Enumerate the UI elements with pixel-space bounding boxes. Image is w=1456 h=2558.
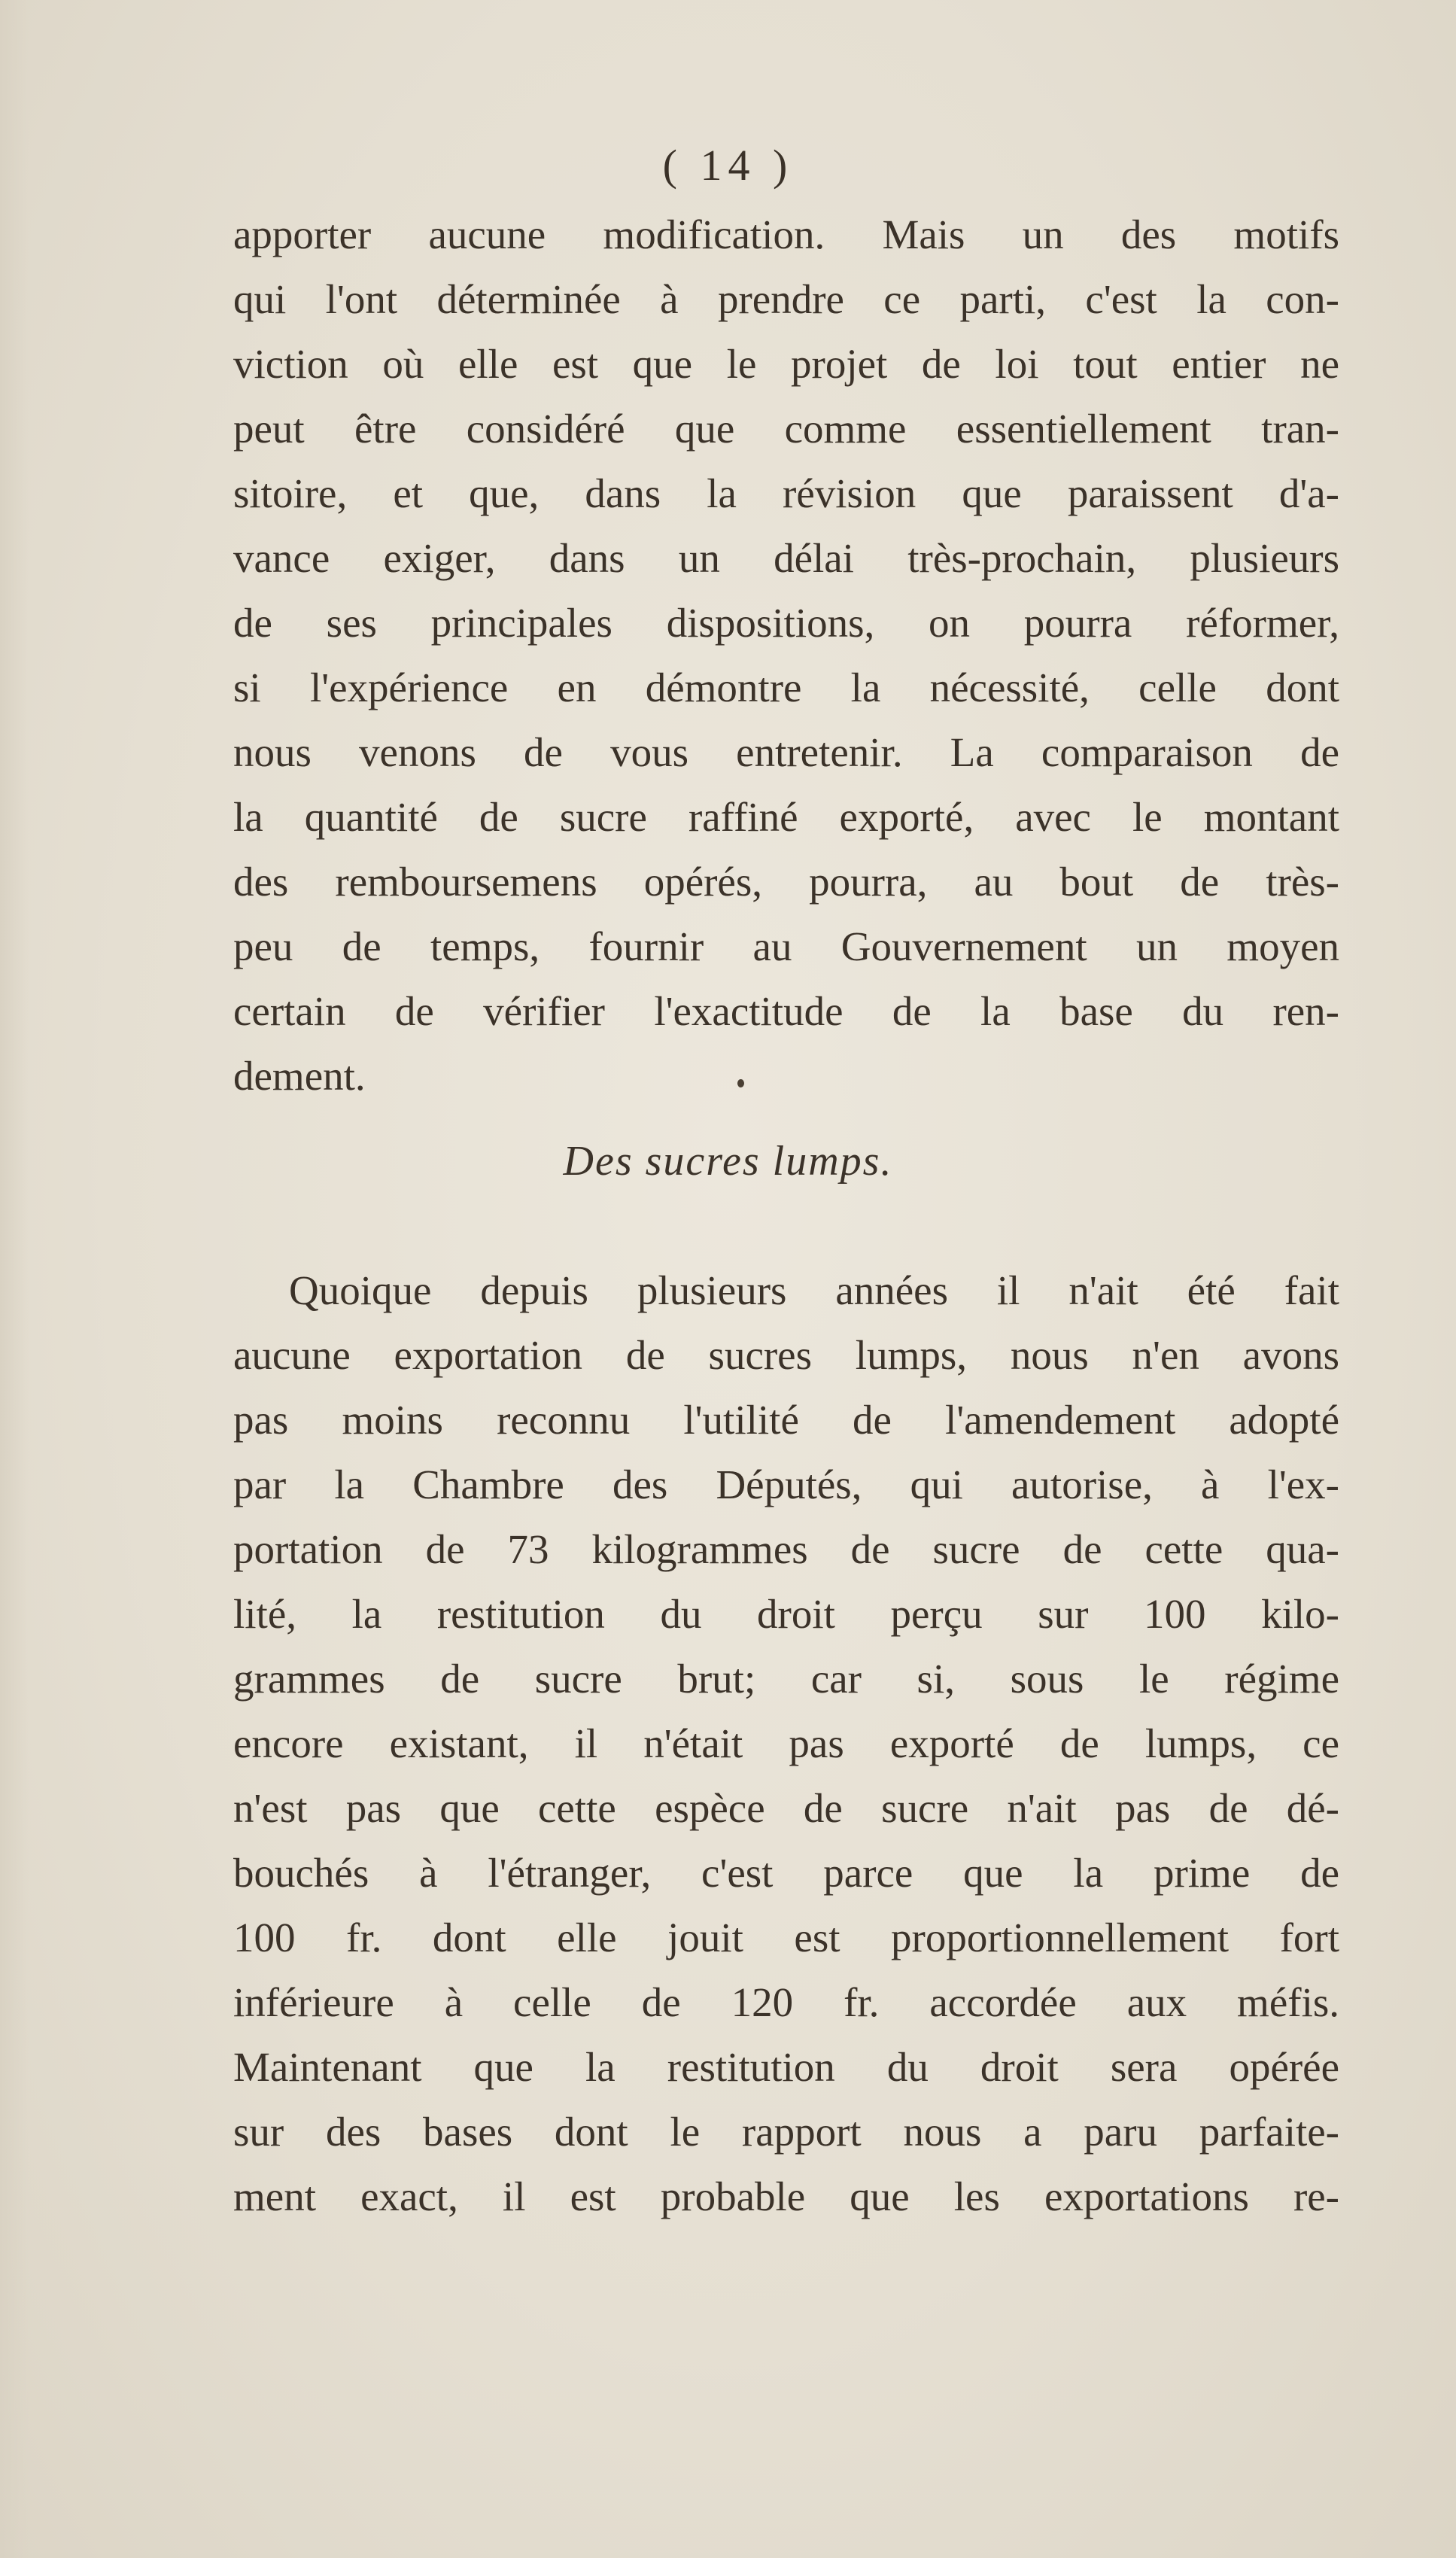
paragraph-one xyxy=(233,202,1339,1109)
text-line: vance exiger, dans un délai très-prochain, plusieurs xyxy=(233,535,1339,581)
text-line: peut être considéré que comme essentiellement tran- xyxy=(233,406,1339,452)
text-line: lité, la restitution du droit perçu sur 100 kilo- xyxy=(233,1591,1339,1637)
text-line: de ses principales dispositions, on pourra réformer, xyxy=(233,600,1339,646)
text-line: viction où elle est que le projet de loi tout entier ne xyxy=(233,341,1339,387)
text-line: n'est pas que cette espèce de sucre n'ait pas de dé- xyxy=(233,1785,1339,1831)
text-line: apporter aucune modification. Mais un des motifs xyxy=(233,211,1339,257)
text-line: si l'expérience en démontre la nécessité, celle dont xyxy=(233,665,1339,710)
page-edge-shadow xyxy=(0,0,29,2558)
text-line: peu de temps, fournir au Gouvernement un moyen xyxy=(233,923,1339,969)
text-line: des remboursemens opérés, pourra, au bout de très- xyxy=(233,859,1339,905)
text-line: sitoire, et que, dans la révision que paraissent d'a- xyxy=(233,470,1339,516)
text-line: dement. xyxy=(233,1053,366,1099)
text-line: nous venons de vous entretenir. La comparaison de xyxy=(233,729,1339,775)
text-line: ment exact, il est probable que les exportations re- xyxy=(233,2173,1339,2219)
text-line: bouchés à l'étranger, c'est parce que la prime de xyxy=(233,1850,1339,1896)
text-line: qui l'ont déterminée à prendre ce parti, c'est la con- xyxy=(233,276,1339,322)
paragraph-two xyxy=(233,1258,1339,2229)
text-line: encore existant, il n'était pas exporté de lumps, ce xyxy=(233,1720,1339,1766)
separator-dot xyxy=(737,1079,744,1087)
section-heading: Des sucres lumps. xyxy=(563,1138,893,1185)
text-line: pas moins reconnu l'utilité de l'amendement adopté xyxy=(233,1397,1339,1443)
text-line: inférieure à celle de 120 fr. accordée aux méfis. xyxy=(233,1979,1339,2025)
text-line: aucune exportation de sucres lumps, nous n'en avons xyxy=(233,1332,1339,1378)
text-line: portation de 73 kilogrammes de sucre de cette qua- xyxy=(233,1526,1339,1572)
text-line: 100 fr. dont elle jouit est proportionnellement fort xyxy=(233,1915,1339,1960)
page-number: ( 14 ) xyxy=(662,141,794,190)
text-line: grammes de sucre brut; car si, sous le régime xyxy=(233,1656,1339,1702)
text-line: sur des bases dont le rapport nous a paru parfaite- xyxy=(233,2109,1339,2155)
text-line: par la Chambre des Députés, qui autorise, à l'ex- xyxy=(233,1461,1339,1507)
text-line: certain de vérifier l'exactitude de la base du ren- xyxy=(233,988,1339,1034)
text-line: la quantité de sucre raffiné exporté, avec le montant xyxy=(233,794,1339,840)
text-line: Quoique depuis plusieurs années il n'ait été fait xyxy=(289,1267,1339,1313)
text-line: Maintenant que la restitution du droit sera opérée xyxy=(233,2044,1339,2090)
